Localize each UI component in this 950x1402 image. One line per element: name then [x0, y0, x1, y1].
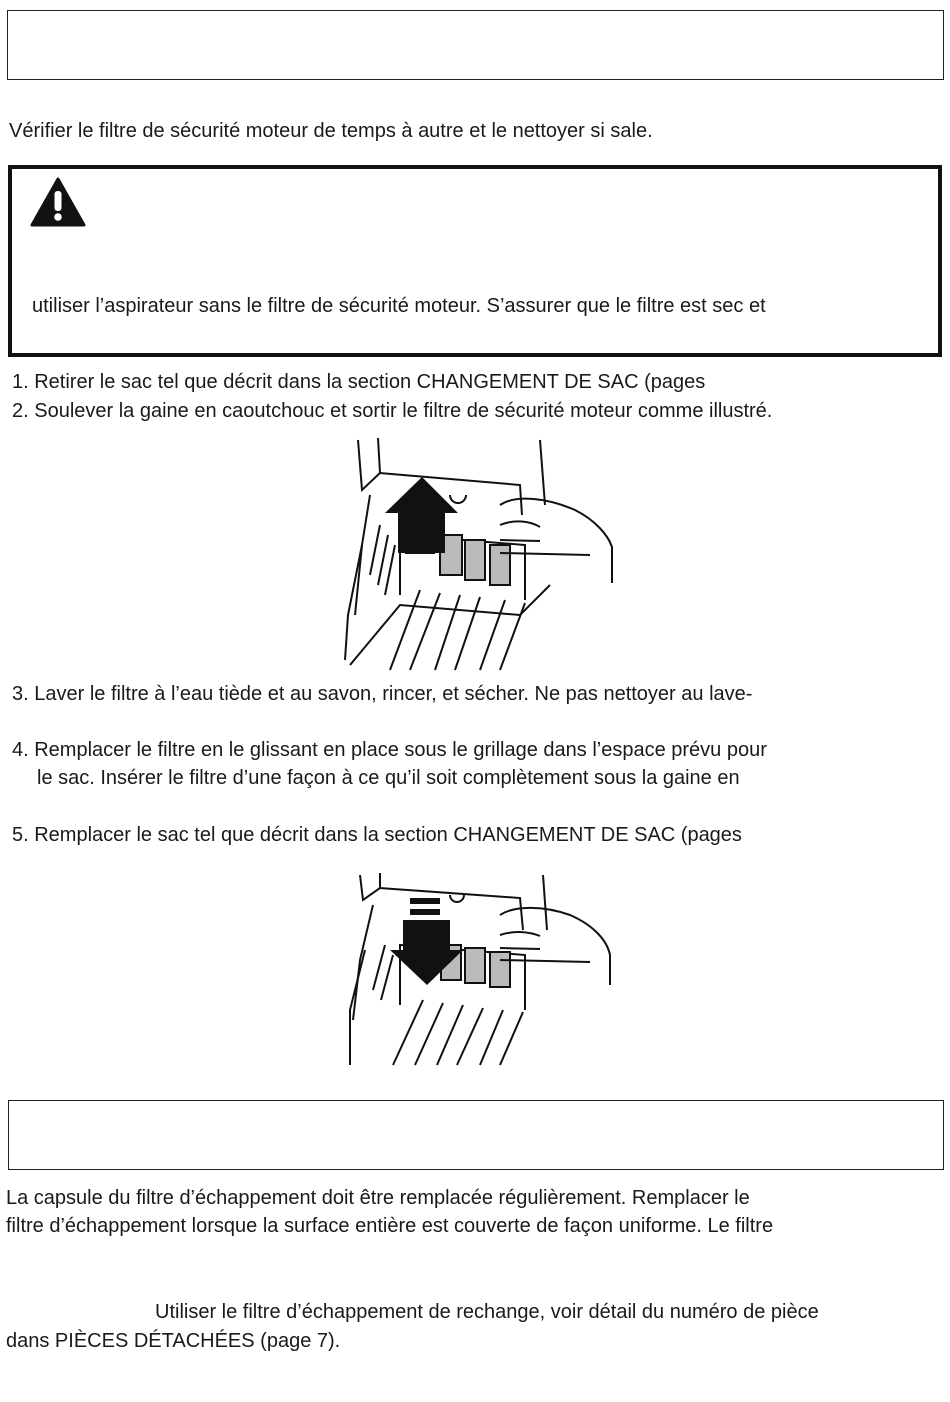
- warning-text: utiliser l’aspirateur sans le filtre de sécurité moteur. S’assurer que le filtre est sec et: [32, 295, 766, 317]
- warning-box: [8, 165, 942, 357]
- exhaust-para-1-line-1: La capsule du filtre d’échappement doit être remplacée régulièrement. Remplacer le: [6, 1187, 750, 1209]
- warning-triangle-icon: [30, 177, 86, 227]
- step-3: 3. Laver le filtre à l’eau tiède et au savon, rincer, et sécher. Ne pas nettoyer au lave-: [12, 683, 753, 705]
- exhaust-para-1-line-2: filtre d’échappement lorsque la surface entière est couverte de façon uniforme. Le filtre: [6, 1215, 774, 1237]
- exhaust-para-2-line-1: Utiliser le filtre d’échappement de rechange, voir détail du numéro de pièce: [155, 1301, 819, 1323]
- intro-text: Vérifier le filtre de sécurité moteur de temps à autre et le nettoyer si sale.: [9, 120, 653, 142]
- section-heading-box-1: [7, 10, 944, 80]
- step-5: 5. Remplacer le sac tel que décrit dans la section CHANGEMENT DE SAC (pages: [12, 824, 742, 846]
- filter-insertion-illustration-icon: [345, 870, 615, 1070]
- filter-removal-illustration-icon: [340, 435, 620, 675]
- step-4: 4. Remplacer le filtre en le glissant en place sous le grillage dans l’espace prévu pour: [12, 739, 767, 761]
- section-heading-box-2: [8, 1100, 944, 1170]
- exhaust-para-2-line-2: dans PIÈCES DÉTACHÉES (page 7).: [6, 1330, 341, 1352]
- step-1: 1. Retirer le sac tel que décrit dans la section CHANGEMENT DE SAC (pages: [12, 371, 706, 393]
- step-2: 2. Soulever la gaine en caoutchouc et sortir le filtre de sécurité moteur comme illustré.: [12, 400, 773, 422]
- step-4-continued: le sac. Insérer le filtre d’une façon à ce qu’il soit complètement sous la gaine en: [37, 767, 740, 789]
